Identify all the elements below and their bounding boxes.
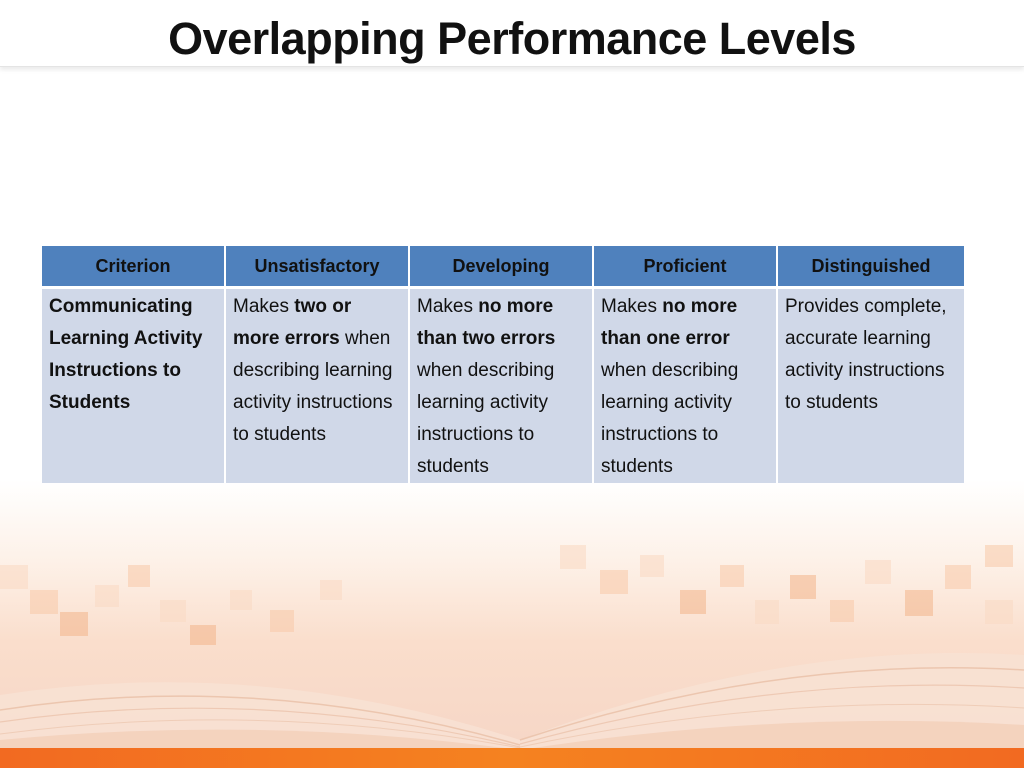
unsatisfactory-cell	[226, 289, 410, 483]
mosaic-tile	[790, 575, 816, 599]
open-book-graphic	[0, 600, 1024, 750]
title-bar	[0, 0, 1024, 67]
mosaic-tile	[945, 565, 971, 589]
mosaic-tile	[985, 545, 1013, 567]
level-suffix: when describing learning activity instructions to students	[417, 360, 555, 477]
mosaic-tile	[0, 565, 28, 589]
accent-footer-bar	[0, 748, 1024, 768]
mosaic-tile	[720, 565, 744, 587]
mosaic-tile	[865, 560, 891, 584]
mosaic-tile	[320, 580, 342, 600]
level-prefix: Makes	[417, 296, 479, 317]
mosaic-tile	[640, 555, 664, 577]
level-suffix: when describing learning activity instructions to students	[601, 360, 739, 477]
level-prefix: Makes	[233, 296, 295, 317]
header-unsatisfactory: Unsatisfactory	[226, 246, 410, 289]
table-row	[42, 289, 964, 483]
criterion-cell: Communicating Learning Activity Instructions to Students	[42, 289, 226, 483]
level-emphasis: no more than one error	[601, 296, 738, 349]
table-header-row	[42, 246, 964, 289]
level-suffix: when describing learning activity instructions to students	[233, 328, 393, 445]
mosaic-tile	[560, 545, 586, 569]
header-proficient: Proficient	[594, 246, 778, 289]
level-prefix: Makes	[601, 296, 663, 317]
slide-title: Overlapping Performance Levels	[168, 13, 856, 64]
distinguished-cell: Provides complete, accurate learning activity instructions to students	[778, 289, 964, 483]
level-emphasis: two or more errors	[233, 296, 352, 349]
rubric-table	[42, 246, 964, 483]
proficient-cell	[594, 289, 778, 483]
mosaic-tile	[600, 570, 628, 594]
level-emphasis: no more than two errors	[417, 296, 556, 349]
mosaic-tile	[128, 565, 150, 587]
header-distinguished: Distinguished	[778, 246, 964, 289]
header-criterion: Criterion	[42, 246, 226, 289]
developing-cell	[410, 289, 594, 483]
header-developing: Developing	[410, 246, 594, 289]
